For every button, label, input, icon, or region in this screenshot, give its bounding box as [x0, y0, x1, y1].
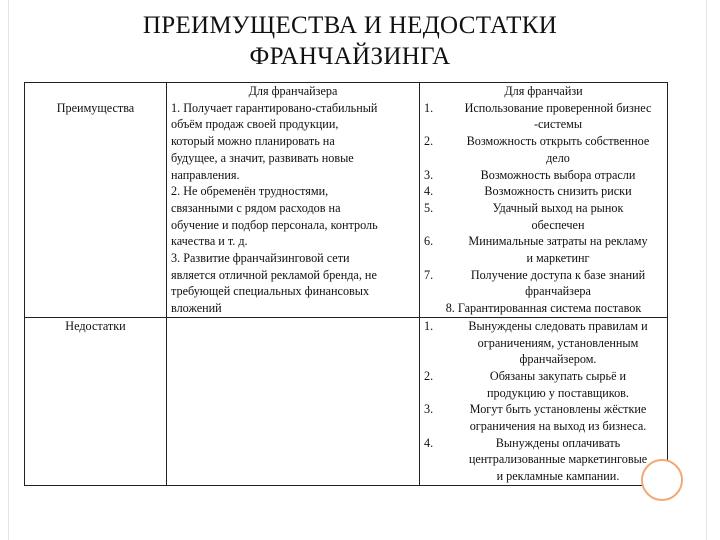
- list-item-line: дело: [546, 150, 570, 165]
- list-item-line: и маркетинг: [526, 251, 590, 266]
- list-item: [422, 167, 665, 184]
- list-item: [422, 133, 665, 166]
- list-item-line: Минимальные затраты на рекламу: [468, 234, 648, 249]
- list-item-text: [451, 100, 665, 133]
- franchiser-advantage-line: качества и т. д.: [171, 234, 248, 249]
- list-item-line: централизованные маркетинговые: [468, 452, 648, 467]
- franchiser-advantage-line: является отличной рекламой бренда, не: [171, 267, 377, 282]
- list-item: [422, 233, 665, 266]
- list-item-number: 4.: [424, 184, 434, 199]
- franchiser-disadvantages-cell: [167, 317, 420, 485]
- list-item-text: [451, 401, 665, 434]
- franchiser-advantage-line: 2. Не обременён трудностями,: [171, 184, 329, 199]
- list-item-number: 4.: [424, 435, 434, 450]
- list-item-text: [451, 368, 665, 401]
- list-item: [422, 435, 665, 485]
- list-item-line: -системы: [533, 117, 583, 132]
- list-item-text: [451, 318, 665, 368]
- list-item-number: 3.: [424, 402, 434, 417]
- list-item-number: 3.: [424, 167, 434, 182]
- list-item-line: франчайзером.: [519, 352, 597, 367]
- franchiser-advantages-list: [169, 100, 417, 317]
- table-row: [25, 317, 668, 485]
- franchiser-advantage-line: вложений: [171, 301, 222, 316]
- comparison-table: [24, 82, 668, 486]
- list-item-line: Удачный выход на рынок: [492, 200, 624, 215]
- franchiser-advantage-line: 3. Развитие франчайзинговой сети: [171, 251, 350, 266]
- franchiser-advantage-line: направления.: [171, 167, 240, 182]
- list-item-line: обеспечен: [531, 217, 585, 232]
- list-item-line: Возможность снизить риски: [484, 184, 632, 199]
- list-item-line: Вынуждены оплачивать: [495, 435, 621, 450]
- row-label-advantages: Преимущества: [56, 100, 135, 115]
- list-item-number: 6.: [424, 234, 434, 249]
- franchiser-advantage-line: будущее, а значит, развивать новые: [171, 150, 354, 165]
- column-header-franchiser: Для франчайзера: [248, 84, 338, 98]
- list-item: [422, 401, 665, 434]
- franchisee-disadvantages-cell: [420, 317, 668, 485]
- franchiser-advantage-line: связанными с рядом расходов на: [171, 200, 341, 215]
- row-label-cell: [25, 317, 167, 485]
- table-row: [25, 83, 668, 318]
- list-item-number: 5.: [424, 200, 434, 215]
- list-item: [422, 267, 665, 300]
- list-item-text: [451, 133, 665, 166]
- list-item-line: ограничения на выход из бизнеса.: [469, 419, 647, 434]
- slide-title-line-2: ФРАНЧАЙЗИНГА: [249, 43, 451, 70]
- list-item-line: и рекламные кампании.: [496, 469, 620, 484]
- slide-title-line-1: ПРЕИМУЩЕСТВА И НЕДОСТАТКИ: [142, 12, 558, 39]
- list-item-text: [451, 267, 665, 300]
- list-item-line: продукцию у поставщиков.: [487, 385, 629, 400]
- list-item-text: [451, 183, 665, 200]
- franchisee-disadvantages-list: [422, 318, 665, 485]
- franchiser-advantages-cell: [167, 83, 420, 318]
- franchiser-advantage-line: 1. Получает гарантировано-стабильный: [171, 100, 378, 115]
- list-item-number: 7.: [424, 267, 434, 282]
- list-item-line: ограничениям, установленным: [477, 335, 639, 350]
- list-item-number: 2.: [424, 368, 434, 383]
- list-item-number: 1.: [424, 318, 434, 333]
- list-item-line: Использование проверенной бизнес: [464, 100, 652, 115]
- franchisee-advantages-list: [422, 100, 665, 300]
- row-label-disadvantages: Недостатки: [65, 318, 126, 333]
- decorative-circle: [641, 459, 683, 501]
- franchiser-advantage-line: обучение и подбор персонала, контроль: [171, 217, 378, 232]
- column-header-franchisee: Для франчайзи: [504, 84, 583, 98]
- list-item-text: [451, 167, 665, 184]
- list-item: [422, 100, 665, 133]
- franchiser-advantage-line: объём продаж своей продукции,: [171, 117, 339, 132]
- row-label-cell: [25, 83, 167, 318]
- franchiser-advantage-line: требующей специальных финансовых: [171, 284, 370, 299]
- list-item-text: [451, 200, 665, 233]
- list-item-line: Возможность выбора отрасли: [480, 167, 636, 182]
- list-item: [422, 368, 665, 401]
- list-item-text: [451, 233, 665, 266]
- list-item-line: Вынуждены следовать правилам и: [468, 318, 648, 333]
- list-item-text: [451, 435, 665, 485]
- list-item: [422, 183, 665, 200]
- list-item-line: Могут быть установлены жёсткие: [469, 402, 647, 417]
- list-item-line: Возможность открыть собственное: [466, 134, 650, 149]
- list-item-number: 1.: [424, 100, 434, 115]
- franchisee-advantages-cell: [420, 83, 668, 318]
- slide-title: [40, 10, 660, 72]
- list-item-number: 2.: [424, 134, 434, 149]
- list-item-line: Обязаны закупать сырьё и: [489, 368, 627, 383]
- list-item-line: Получение доступа к базе знаний: [470, 267, 646, 282]
- list-item: 8. Гарантированная система поставок: [445, 301, 642, 316]
- slide-frame-left-line: [8, 0, 9, 540]
- list-item-line: франчайзера: [525, 284, 591, 299]
- slide-frame-right-line: [706, 0, 707, 540]
- list-item: [422, 200, 665, 233]
- franchiser-advantage-line: который можно планировать на: [171, 134, 335, 149]
- list-item: [422, 318, 665, 368]
